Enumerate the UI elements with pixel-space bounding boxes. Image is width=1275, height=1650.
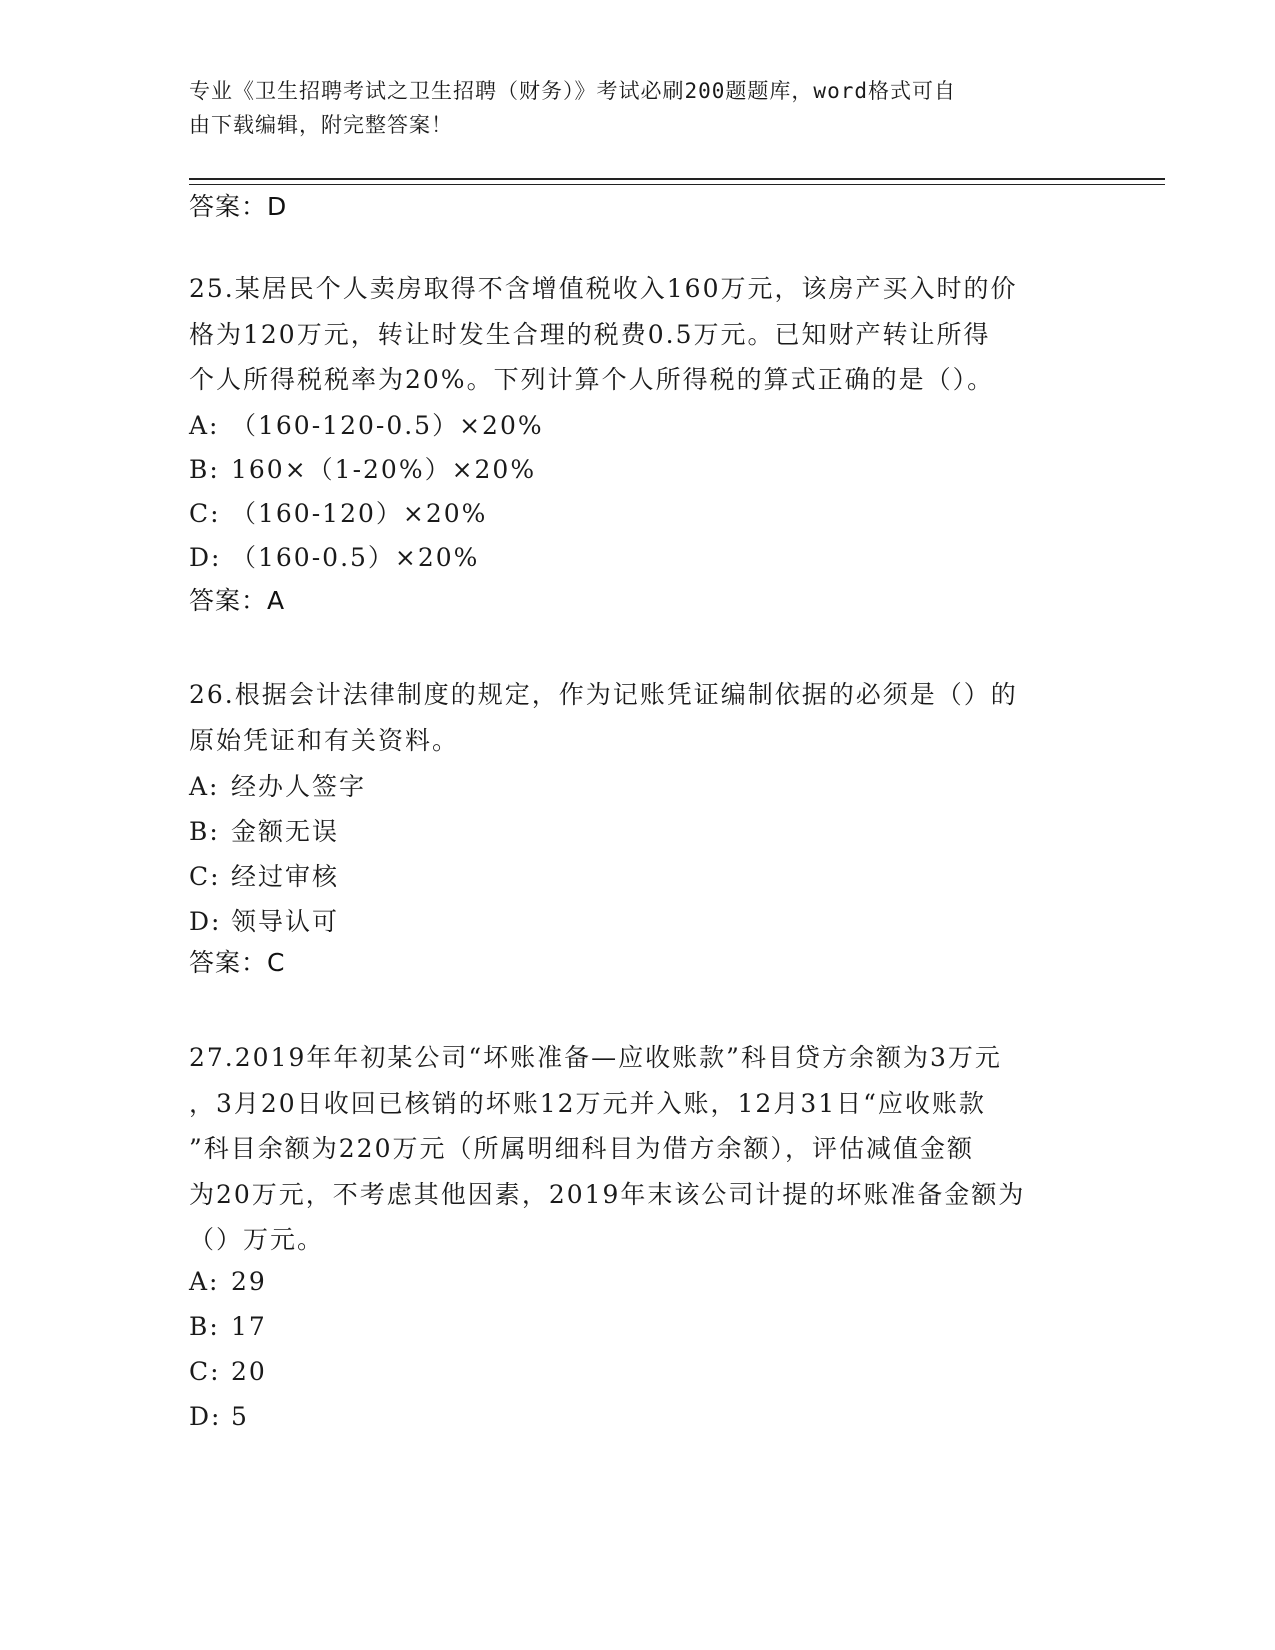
stem-line: ，3月20日收回已核销的坏账12万元并入账，12月31日“应收账款 xyxy=(189,1088,986,1118)
option-text: 5 xyxy=(231,1402,249,1431)
answer-previous: 答案：D xyxy=(189,192,288,221)
option-letter: B: xyxy=(189,1312,220,1341)
option-text: 经办人签字 xyxy=(231,772,367,801)
stem-line: 个人所得税税率为20%。下列计算个人所得税的算式正确的是（）。 xyxy=(189,365,995,394)
question-27-option-a xyxy=(189,1267,267,1296)
stem-line: 26.根据会计法律制度的规定，作为记账凭证编制依据的必须是（）的 xyxy=(189,680,1018,709)
option-text: （160-120）×20% xyxy=(231,499,488,528)
question-27-option-d xyxy=(189,1402,249,1431)
option-text: 17 xyxy=(231,1312,267,1341)
option-text: 29 xyxy=(231,1267,267,1296)
question-25-answer: 答案：A xyxy=(189,586,286,615)
option-letter: D: xyxy=(189,1402,222,1431)
option-text: 160×（1-20%）×20% xyxy=(231,455,537,484)
document-header xyxy=(189,74,1089,142)
header-line-2: 由下载编辑，附完整答案！ xyxy=(189,113,453,137)
option-text: 领导认可 xyxy=(231,907,340,936)
question-27-option-c xyxy=(189,1357,267,1386)
stem-line: 为20万元，不考虑其他因素，2019年末该公司计提的坏账准备金额为 xyxy=(189,1179,1026,1209)
stem-line: 27.2019年年初某公司“坏账准备—应收账款”科目贷方余额为3万元 xyxy=(189,1043,1002,1072)
question-27-option-b xyxy=(189,1312,267,1341)
option-letter: A: xyxy=(189,1267,220,1296)
option-letter: C: xyxy=(189,499,221,528)
question-26-option-c xyxy=(189,857,339,893)
stem-line: 25.某居民个人卖房取得不含增值税收入160万元，该房产买入时的价 xyxy=(189,274,1018,303)
header-divider-thick xyxy=(189,178,1165,180)
option-text: （160-120-0.5）×20% xyxy=(231,411,544,440)
option-text: 金额无误 xyxy=(231,817,340,846)
header-divider-thin xyxy=(189,184,1165,185)
option-letter: B: xyxy=(189,455,220,484)
question-27-stem xyxy=(189,1035,1089,1263)
header-line-1: 专业《卫生招聘考试之卫生招聘（财务）》考试必刷200题题库，word格式可自 xyxy=(189,79,956,103)
option-text: （160-0.5）×20% xyxy=(231,543,480,572)
stem-line: 格为120万元，转让时发生合理的税费0.5万元。已知财产转让所得 xyxy=(189,319,991,349)
question-26-answer: 答案：C xyxy=(189,948,286,977)
option-letter: A: xyxy=(189,411,220,440)
option-text: 20 xyxy=(231,1357,267,1386)
option-letter: D: xyxy=(189,543,222,572)
question-25-option-d xyxy=(189,538,479,574)
question-25-option-b xyxy=(189,450,536,486)
option-text: 经过审核 xyxy=(231,862,340,891)
option-letter: B: xyxy=(189,817,220,846)
question-26-option-b xyxy=(189,812,339,848)
option-letter: A: xyxy=(189,772,220,801)
stem-line: （）万元。 xyxy=(189,1225,325,1254)
question-25-option-c xyxy=(189,494,487,530)
question-25-option-a xyxy=(189,406,544,442)
stem-line: 原始凭证和有关资料。 xyxy=(189,725,460,755)
question-26-stem xyxy=(189,672,1089,763)
question-26-option-a xyxy=(189,767,366,803)
option-letter: D: xyxy=(189,907,222,936)
option-letter: C: xyxy=(189,1357,221,1386)
stem-line: ”科目余额为220万元（所属明细科目为借方余额），评估减值金额 xyxy=(189,1134,975,1163)
question-26-option-d xyxy=(189,902,339,938)
option-letter: C: xyxy=(189,862,221,891)
question-25-stem xyxy=(189,266,1089,403)
